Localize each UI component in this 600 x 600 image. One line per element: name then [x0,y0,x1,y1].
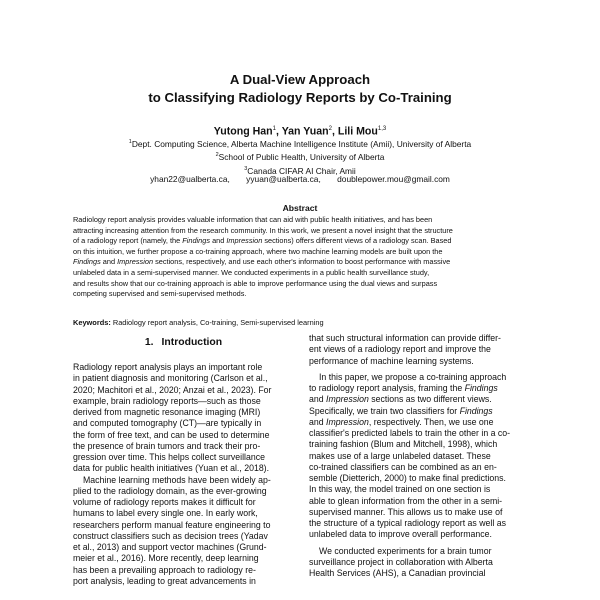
body-line [73,542,299,553]
text-run: and [100,257,118,267]
affil-text: School of Public Health, University of Alberta [218,152,385,163]
section-title: Introduction [161,337,223,348]
text-run: data for public health initiatives (Yuan et al., 2018). [73,463,270,474]
body-line [309,344,531,355]
abstract-line [73,236,527,247]
text-run: et al., 2013) and support vector machines (Grund- [73,542,267,552]
text-run: Machine learning methods have been widely ap- [83,474,271,485]
text-run: humans to label every single one. In early work, [73,508,258,519]
italic-term: Findings [459,405,493,416]
text-run: training fashion (Blum and Mitchell, 1998), which [309,439,498,450]
keywords-text: Radiology report analysis, Co-training, Semi-supervised learning [110,318,324,327]
body-line [73,418,299,429]
text-run: Health Services (AHS), a Canadian provincial [309,568,486,578]
affil-mark: 2 [215,152,219,159]
author-affil-mark: 2 [328,126,332,132]
body-line [309,462,531,473]
email[interactable]: yyuan@ualberta.ca, [246,174,321,184]
text-run: unlabeled data to improve overall performance. [309,529,492,540]
text-run: makes use of a large unlabeled dataset. These [309,450,491,461]
abstract-line [73,289,527,300]
affiliation-list [0,137,600,177]
body-line [73,407,299,418]
text-run: Radiology report analysis provides valuable information that can aid with public health initiatives, and has been [73,215,433,224]
body-line [309,473,531,484]
affil-text: Canada CIFAR AI Chair, Amii [247,165,356,176]
text-run: on this intuition, we further propose a co-training approach, where two machine learning models are built upon the [73,246,443,256]
section-heading-introduction [73,336,294,349]
body-line [73,520,299,531]
keywords-label: Keywords: [73,318,111,327]
body-line [309,428,531,439]
italic-term: Findings [182,236,211,246]
text-run: port analysis, leading to great advancements in [73,575,256,586]
text-run: researchers perform manual feature engineering to [73,519,271,530]
text-run: In this paper, we propose a co-training approach [319,371,507,382]
text-run: Radiology report analysis plays an important role [73,362,263,372]
body-line [73,486,299,497]
text-run: co-trained classifiers can be combined as an en- [309,461,497,472]
email-list [0,174,600,185]
italic-term: Impression [326,416,369,427]
abstract-heading: Abstract [282,203,318,213]
italic-term: Impression [117,257,154,267]
text-run: construct classifiers such as decision trees (Yadav [73,530,268,541]
body-line [309,451,531,462]
text-run: We conducted experiments for a brain tumor [319,545,492,556]
abstract-line [73,226,527,237]
text-run: and computed tomography (CT)—are typically in [73,418,262,429]
affil-mark: 1 [128,139,132,145]
text-run: and [210,236,227,246]
text-run: the presence of brain tumors and track their pro- [73,440,261,451]
body-line [309,496,531,507]
keywords [73,318,324,328]
body-line [309,333,531,344]
body-line [309,417,531,428]
text-run: example, brain radiology reports—such as those [73,395,261,406]
text-run: competing supervised and semi-supervised methods. [73,289,247,299]
text-run: sections, respectively, and use each other's information to boost performance with massive [153,257,451,267]
abstract-line [73,257,527,268]
text-run: gression over time. This helps collect surveillance [73,452,265,462]
body-line [309,439,531,450]
text-run: to radiology report analysis, framing the [309,383,465,393]
italic-term: Impression [226,236,263,246]
body-line [73,475,299,486]
email[interactable]: doublepower.mou@gmail.com [337,174,450,184]
body-line [309,546,531,557]
section-number: 1. [144,337,154,348]
text-run: the form of free text, and can be used to determine [73,429,270,440]
abstract-line [73,215,527,226]
email[interactable]: yhan22@ualberta.ca, [150,174,230,184]
text-run: able to glean information from the other in a semi- [309,495,503,506]
body-line [73,452,299,463]
author-list: Yutong Han$^1$, Yan Yuan$^2$, Lili Mou$^{1,3}$ [213,125,387,138]
text-run: and [309,394,327,405]
text-run: supervised manner. This allows us to make use of [309,506,503,517]
body-line [309,507,531,518]
abstract-line [73,268,527,279]
intro-right-column [309,333,531,579]
body-line [309,568,531,579]
text-run: derived from magnetic resonance imaging (MRI) [73,407,261,417]
body-line [73,430,299,441]
text-run: performance of machine learning systems. [309,355,474,366]
affiliation [0,137,600,150]
author-affil-mark: 1 [272,126,276,132]
body-line [73,362,299,373]
text-run: ent views of a radiology report and improve the [309,344,491,355]
text-run: plied to the radiology domain, as the ever-growing [73,485,267,496]
text-run: in patient diagnosis and monitoring (Carlson et al., [73,373,268,384]
abstract-body [73,215,527,300]
author-name: Yan Yuan [281,125,329,138]
text-run: and [309,416,327,427]
text-run: volume of radiology reports makes it difficult for [73,497,256,507]
text-run: surveillance project in collaboration with Alberta [309,556,493,567]
body-line [309,557,531,568]
text-run: meier et al., 2016). More recently, deep learning [73,553,259,564]
title-line: A Dual-View Approach [229,72,371,87]
text-run: In this way, the model trained on one section is [309,484,491,495]
text-run: sections as two different views. [368,394,492,405]
text-run: and results show that our co-training approach is able to improve performance using the dual views and surpass [73,278,438,288]
body-line [309,383,531,394]
body-line [73,508,299,519]
text-run: 2020; Machitori et al., 2020; Anzai et al., 2023). For [73,384,272,395]
body-line [73,497,299,508]
body-line [309,394,531,405]
intro-left-column [73,362,299,587]
text-run: , respectively. Then, we use one [368,416,494,427]
body-line [73,463,299,474]
body-line [73,373,299,384]
text-run: sections) offers different views of a radiology scan. Based [262,236,452,246]
body-line [309,406,531,417]
body-line [73,441,299,452]
body-line [73,553,299,564]
affiliation [0,150,600,163]
body-line [309,372,531,383]
text-run: that such structural information can provide differ- [309,333,501,343]
text-run: semble (Dietterich, 2000) to make final predictions. [309,473,506,483]
body-line [73,576,299,587]
text-run: Specifically, we train two classifiers for [309,405,460,416]
text-run: the structure of a typical radiology report as well as [309,518,506,528]
text-run: of a radiology report (namely, the [73,236,183,246]
body-line [309,518,531,529]
body-line [73,531,299,542]
affil-mark: 3 [244,165,248,172]
author-affil-mark: 1,3 [377,126,387,132]
title-line: to Classifying Radiology Reports by Co-Training [148,90,452,105]
abstract-line [73,279,527,290]
author-name: Yutong Han [213,125,273,138]
italic-term: Findings [464,383,498,393]
author-name: Lili Mou [337,125,378,138]
abstract-line [73,247,527,258]
body-line [309,484,531,495]
italic-term: Findings [73,257,101,267]
text-run: has been a prevailing approach to radiology re- [73,564,256,575]
body-line [309,356,531,367]
body-line [73,385,299,396]
body-line [73,396,299,407]
affil-text: Dept. Computing Science, Alberta Machine Intelligence Institute (Amii), University of Alberta [131,138,472,149]
paper-title [0,71,600,107]
body-line [73,565,299,576]
italic-term: Impression [326,394,369,405]
body-line [309,529,531,540]
text-run: unlabeled data in a semi-supervised manner. We conducted experiments in a public health surveillance study, [73,267,430,277]
text-run: classifier's predicted labels to train the other in a co- [309,428,511,438]
text-run: attracting increasing attention from the research community. In this work, we present a novel insight that the structure [73,225,453,235]
